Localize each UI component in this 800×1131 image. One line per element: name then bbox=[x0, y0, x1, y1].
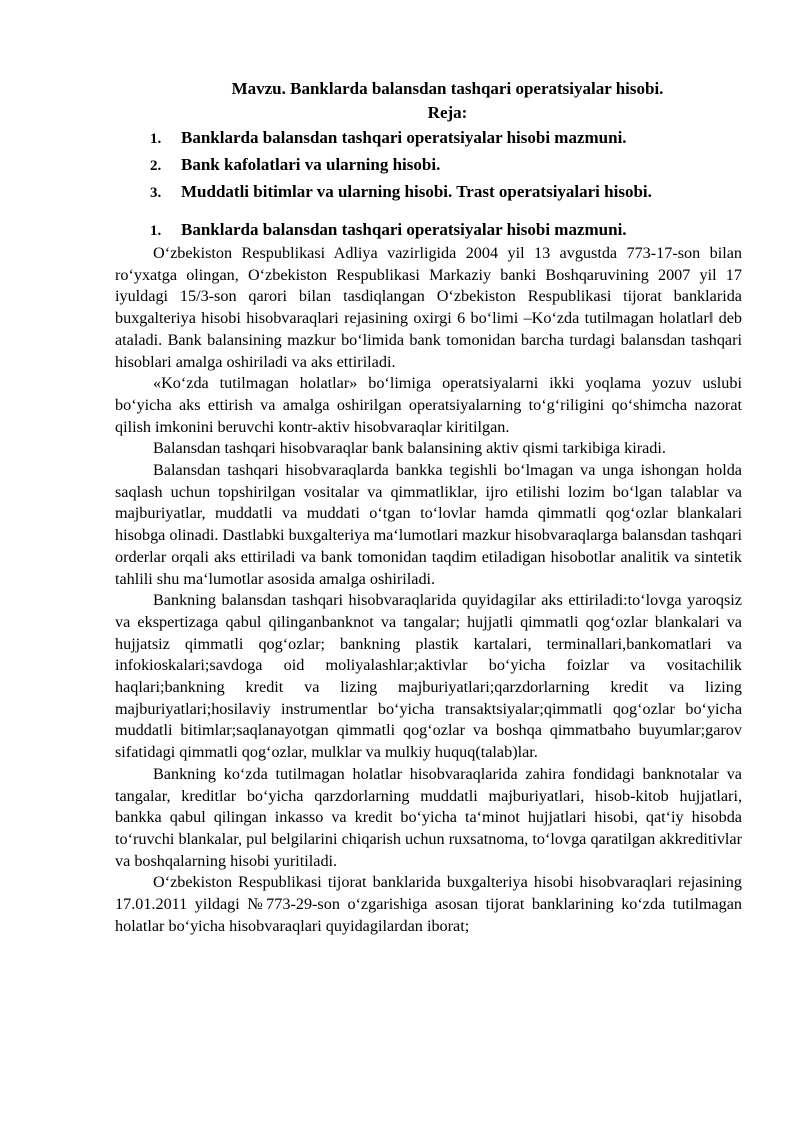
paragraph: O‘zbekiston Respublikasi Adliya vazirligida 2004 yil 13 avgustda 773-17-son bilan ro‘yxatga olingan, O‘zbekiston Respublikasi Markaziy banki Boshqaruvining 2007 yil 17 iyuldagi 15/3-son qarori bilan tasdiqlangan O‘zbekiston Respublikasi tijorat banklarida buxgalteriya hisobi hisobvaraqlari rejasining oxirgi 6 bo‘limi –Ko‘zda tutilmagan holatlar‖ deb ataladi. Bank balansining mazkur bo‘limida bank tomonidan barcha turdagi balansdan tashqari hisoblari amalga oshiriladi va aks ettiriladi. bbox=[115, 244, 742, 371]
paragraph: Bankning balansdan tashqari hisobvaraqlarida quyidagilar aks ettiriladi:to‘lovga yaroqsiz va ekspertizaga qabul qilinganbanknot va tangalar; hujjatli qimmatli qog‘ozlar blankalari va hujjatsiz qimmatli qog‘ozlar; bankning plastik kartalari, terminallari,bankomatlari va infokioskalari;savdoga oid moliyalashlar;aktivlar bo‘yicha foizlar va vositachilik haqlari;bankning kredit va lizing majburiyatlari;qarzdorlarning kredit va lizing majburiyatlari;hosilaviy instrumentlar bo‘yicha transaktsiyalar;qimmatli qog‘ozlar bo‘yicha muddatli bitimlar;saqlanayotgan qimmatli qog‘ozlar va boshqa qimmatbaho buyumlar;garov sifatidagi qimmatli qog‘ozlar, mulklar va mulkiy huquq(talab)lar. bbox=[115, 591, 742, 762]
section-heading bbox=[150, 218, 770, 243]
paragraph: «Ko‘zda tutilmagan holatlar» bo‘limiga operatsiyalarni ikki yoqlama yozuv uslubi bo‘yicha aks ettirish va amalga oshirilgan operatsiyalarning to‘g‘riligini qo‘shimcha nazorat qilish imkonini beruvchi kontr-aktiv hisobvaraqlar kiritilgan. bbox=[115, 374, 742, 436]
plan-item-number: 1. bbox=[150, 131, 162, 147]
plan-item bbox=[150, 179, 770, 206]
paragraph: Balansdan tashqari hisobvaraqlarda bankka tegishli bo‘lmagan va unga ishongan holda saqlash uchun topshirilgan vositalar va qimmatliklar, ijro etilishi lozim bo‘lgan talablar va majburiyatlar, muddatli va muddati o‘tgan to‘lovlar hamda qimmatli qog‘ozlar blankalari hisobga olinadi. Dastlabki buxgalteriya ma‘lumotlari mazkur hisobvaraqlarga balansdan tashqari orderlar orqali aks ettiriladi va bank tomonidan taqdim etiladigan hisobotlar analitik va sintetik tahlili shu ma‘lumotlar asosida amalga oshiriladi. bbox=[115, 461, 742, 588]
plan-item-text: Bank kafolatlari va ularning hisobi. bbox=[181, 155, 441, 174]
section-number: 1. bbox=[150, 223, 162, 239]
document-title: Mavzu. Banklarda balansdan tashqari operatsiyalar hisobi. bbox=[231, 79, 664, 98]
plan-item bbox=[150, 125, 770, 152]
paragraph: Balansdan tashqari hisobvaraqlar bank balansining aktiv qismi tarkibiga kiradi. bbox=[153, 439, 666, 458]
plan-item-text: Banklarda balansdan tashqari operatsiyalar hisobi mazmuni. bbox=[181, 128, 627, 147]
plan-item-number: 2. bbox=[150, 158, 162, 174]
body-text bbox=[115, 243, 742, 938]
plan-item-number: 3. bbox=[150, 185, 162, 201]
plan-list bbox=[150, 125, 770, 206]
plan-item bbox=[150, 152, 770, 179]
plan-item-text: Muddatli bitimlar va ularning hisobi. Trast operatsiyalari hisobi. bbox=[181, 182, 652, 201]
plan-heading: Reja: bbox=[427, 103, 468, 122]
section-title: Banklarda balansdan tashqari operatsiyalar hisobi mazmuni. bbox=[181, 220, 627, 239]
paragraph: Bankning ko‘zda tutilmagan holatlar hisobvaraqlarida zahira fondidagi banknotalar va tangalar, kreditlar bo‘yicha qarzdorlarning muddatli majburiyatlari, hisob-kitob hujjatlari, bankka qabul qilingan inkasso va kredit bo‘yicha ta‘minot hujjatlari hisobi, qat‘iy hisobda to‘ruvchi blankalar, pul belgilarini chiqarish uchun ruxsatnoma, to‘lovga qaratilgan akkreditivlar va boshqalarning hisobi yuritiladi. bbox=[115, 764, 742, 870]
paragraph: O‘zbekiston Respublikasi tijorat banklarida buxgalteriya hisobi hisobvaraqlari rejasining 17.01.2011 yildagi №773-29-son o‘zgarishiga asosan tijorat banklarining ko‘zda tutilmagan holatlar bo‘yicha hisobvaraqlari quyidagilardan iborat; bbox=[115, 873, 742, 935]
